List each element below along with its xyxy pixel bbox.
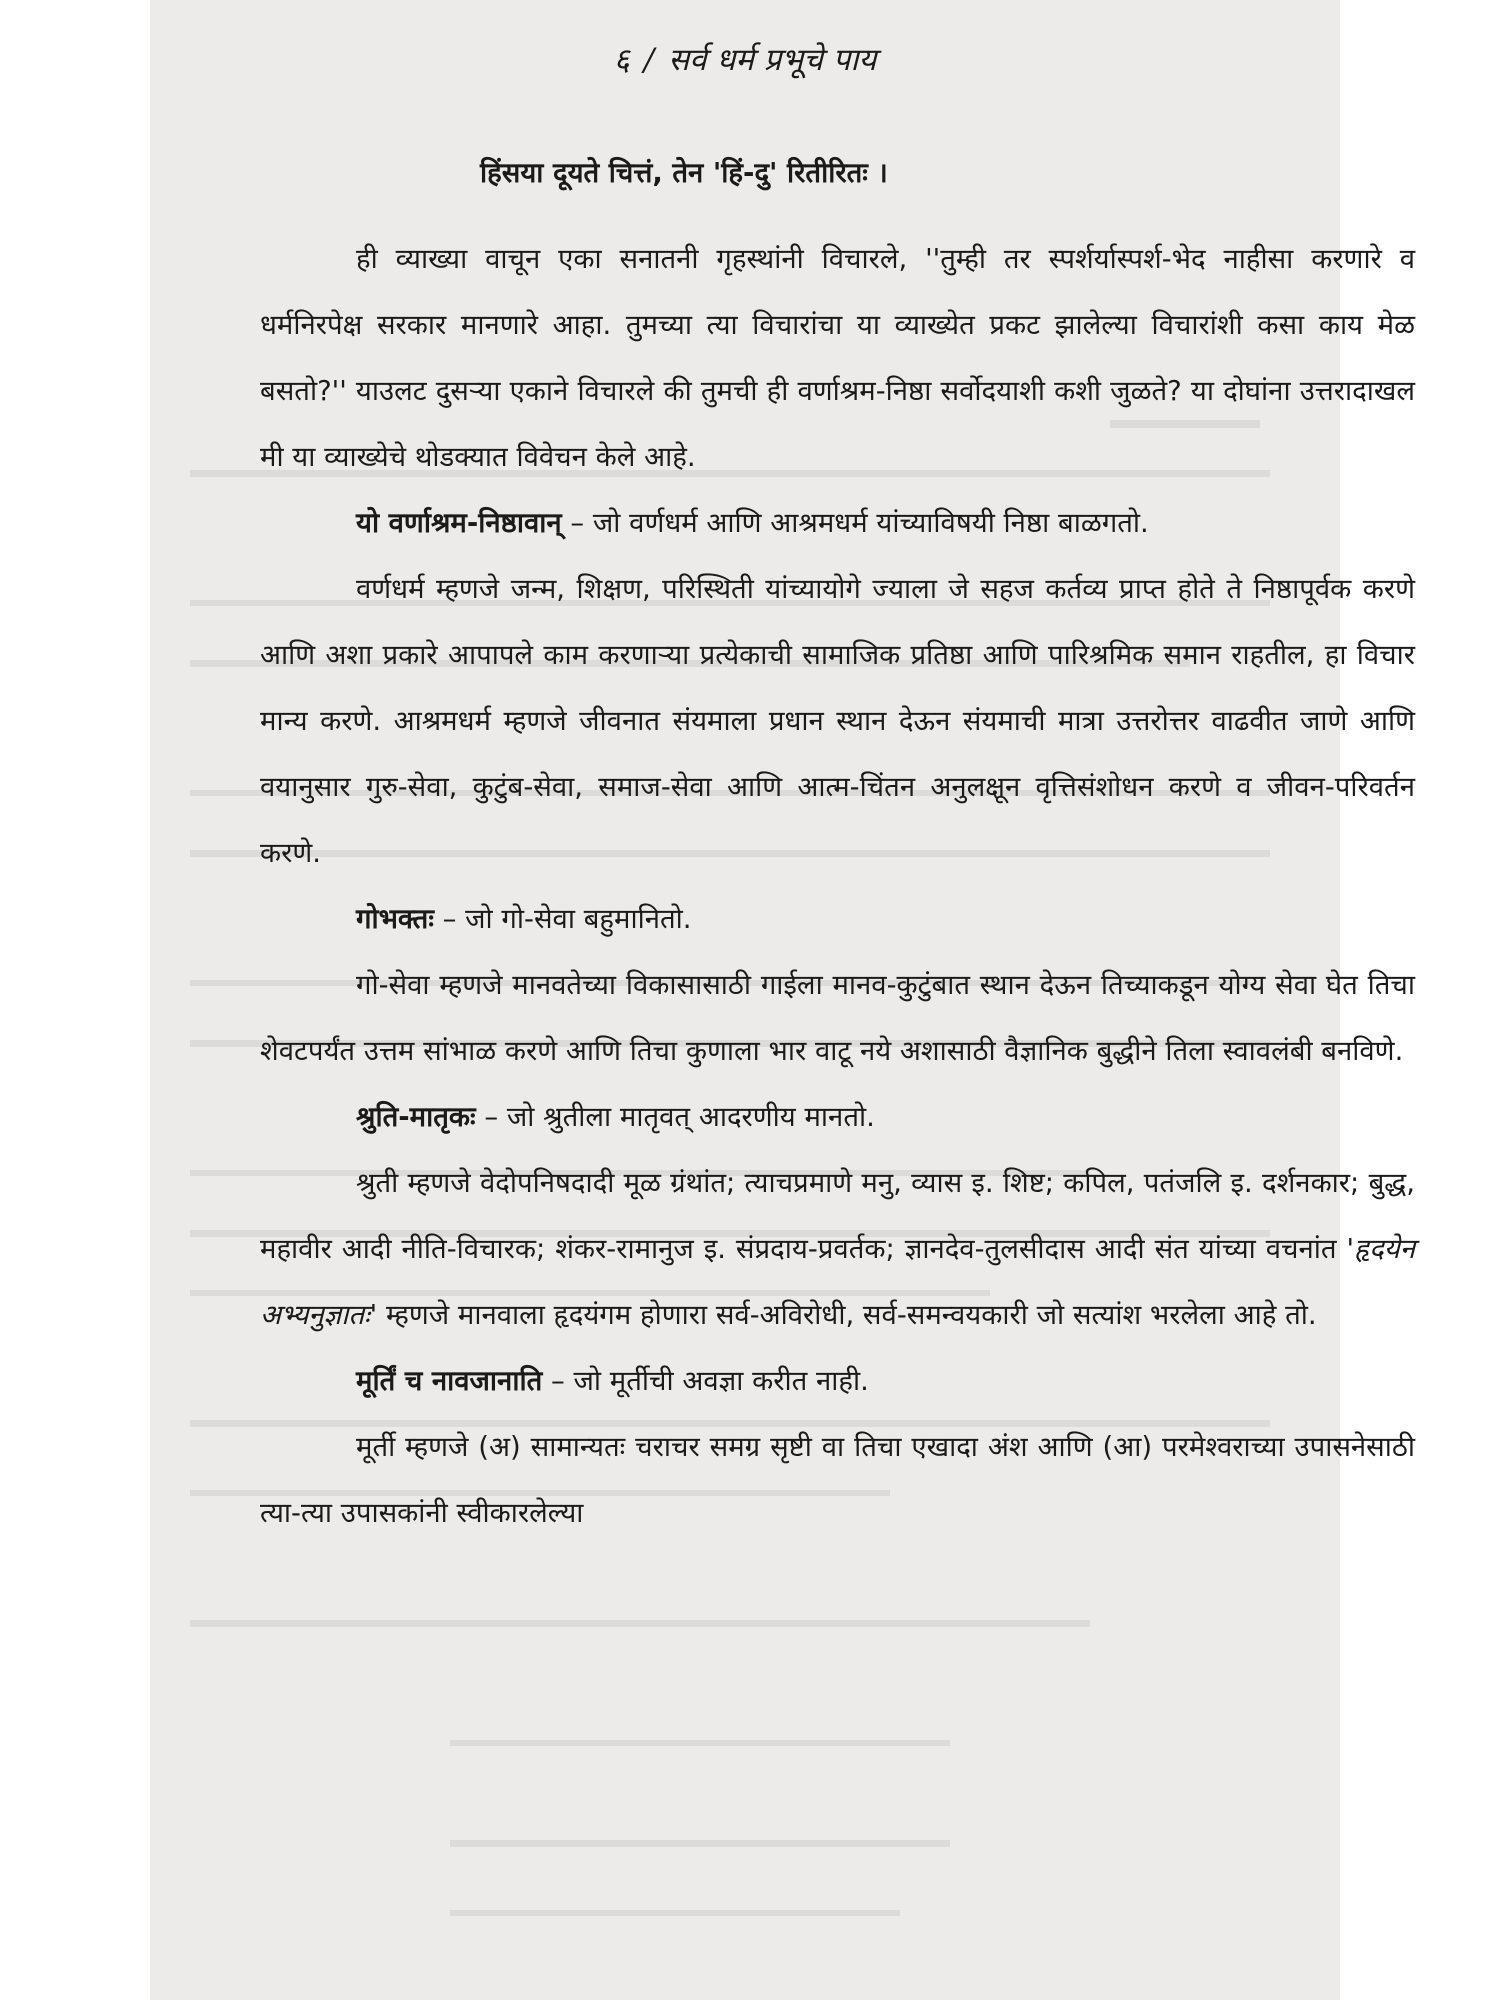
definition-gobhakta: – जो गो-सेवा बहुमानितो. [433, 903, 692, 935]
paragraph-gobhakta-definition [260, 886, 1415, 952]
paragraph-murti-explanation: मूर्ती म्हणजे (अ) सामान्यतः चराचर समग्र सृष्टी वा तिचा एखादा अंश आणि (आ) परमेश्वराच्या उपासनेसाठी त्या-त्या उपासकांनी स्वीकारलेल्या [260, 1431, 1415, 1529]
paragraph-question: ही व्याख्या वाचून एका सनातनी गृहस्थांनी विचारले, ''तुम्ही तर स्पर्शर्यास्पर्श-भेद नाहीसा करणारे व धर्मनिरपेक्ष सरकार मानणारे आहा. तुमच्या त्या विचारांचा या व्याख्येत प्रकट झालेल्या विचारांशी कसा काय मेळ बसतो?'' याउलट दुसऱ्या एकाने विचारले की तुमची ही वर्णाश्रम-निष्ठा सर्वोदयाशी कशी जुळते? या दोघांना उत्तरादाखल मी या व्याख्येचे थोडक्यात विवेचन केले आहे. [260, 243, 1415, 473]
paragraph-shruti-definition [260, 1084, 1415, 1150]
shruti-text-start: श्रुती म्हणजे वेदोपनिषदादी मूळ ग्रंथांत; त्याचप्रमाणे मनु, व्यास इ. शिष्ट; कपिल, पतंजलि इ. दर्शनकार; बुद्ध, महावीर आदी नीति-विचारक; शंकर-रामानुज इ. संप्रदाय-प्रवर्तक; ज्ञानदेव-तुलसीदास आदी संत यांच्या वचनांत [260, 1167, 1415, 1265]
running-header [150, 38, 1340, 80]
header-separator: / [643, 42, 655, 78]
shruti-text-end: म्हणजे मानवाला हृदयंगम होणारा सर्व-अविरोधी, सर्व-समन्वयकारी जो सत्यांश भरलेला आहे तो. [377, 1299, 1317, 1331]
paragraph-shruti-explanation [260, 1150, 1415, 1348]
paragraph-murti-definition [260, 1348, 1415, 1414]
term-varnashrama: यो वर्णाश्रम-निष्ठावान् [356, 507, 562, 539]
paragraph-varnadharma-explanation: वर्णधर्म म्हणजे जन्म, शिक्षण, परिस्थिती यांच्यायोगे ज्याला जे सहज कर्तव्य प्राप्त होते ते निष्ठापूर्वक करणे आणि अशा प्रकारे आपापले काम करणाऱ्या प्रत्येकाची सामाजिक प्रतिष्ठा आणि पारिश्रमिक समान राहतील, हा विचार मान्य करणे. आश्रमधर्म म्हणजे जीवनात संयमाला प्रधान स्थान देऊन संयमाची मात्रा उत्तरोत्तर वाढवीत जाणे आणि वयानुसार गुरु-सेवा, कुटुंब-सेवा, समाज-सेवा आणि आत्म-चिंतन अनुलक्षून वृत्तिसंशोधन करणे व जीवन-परिवर्तन करणे. [260, 573, 1415, 869]
definition-shruti: – जो श्रुतीला मातृवत् आदरणीय मानतो. [475, 1101, 875, 1133]
definition-varnashrama: – जो वर्णधर्म आणि आश्रमधर्म यांच्याविषयी निष्ठा बाळगतो. [561, 507, 1149, 539]
book-title: सर्व धर्म प्रभूचे पाय [668, 42, 877, 78]
shruti-quote: 'हृदयेन अभ्यनुज्ञातः' [260, 1233, 1415, 1331]
paragraph-goseva-explanation: गो-सेवा म्हणजे मानवतेच्या विकासासाठी गाईला मानव-कुटुंबात स्थान देऊन तिच्याकडून योग्य सेवा घेत तिचा शेवटपर्यंत उत्तम सांभाळ करणे आणि तिचा कुणाला भार वाटू नये अशासाठी वैज्ञानिक बुद्धीने तिला स्वावलंबी बनविणे. [260, 969, 1415, 1067]
term-murti: मूर्तिं च नावजानाति [356, 1365, 543, 1397]
book-page [150, 0, 1415, 2000]
term-gobhakta: गोभक्तः [356, 903, 434, 935]
paragraph-varnashrama-definition [260, 490, 1415, 556]
page-body [260, 140, 1415, 1546]
sanskrit-verse: हिंसया दूयते चित्तं, तेन 'हिं-दु' रितीरितः । [480, 157, 888, 189]
term-shruti-matruka: श्रुति-मातृकः [356, 1101, 476, 1133]
definition-murti: – जो मूर्तीची अवज्ञा करीत नाही. [542, 1365, 869, 1397]
page-number: ६ [613, 42, 630, 78]
